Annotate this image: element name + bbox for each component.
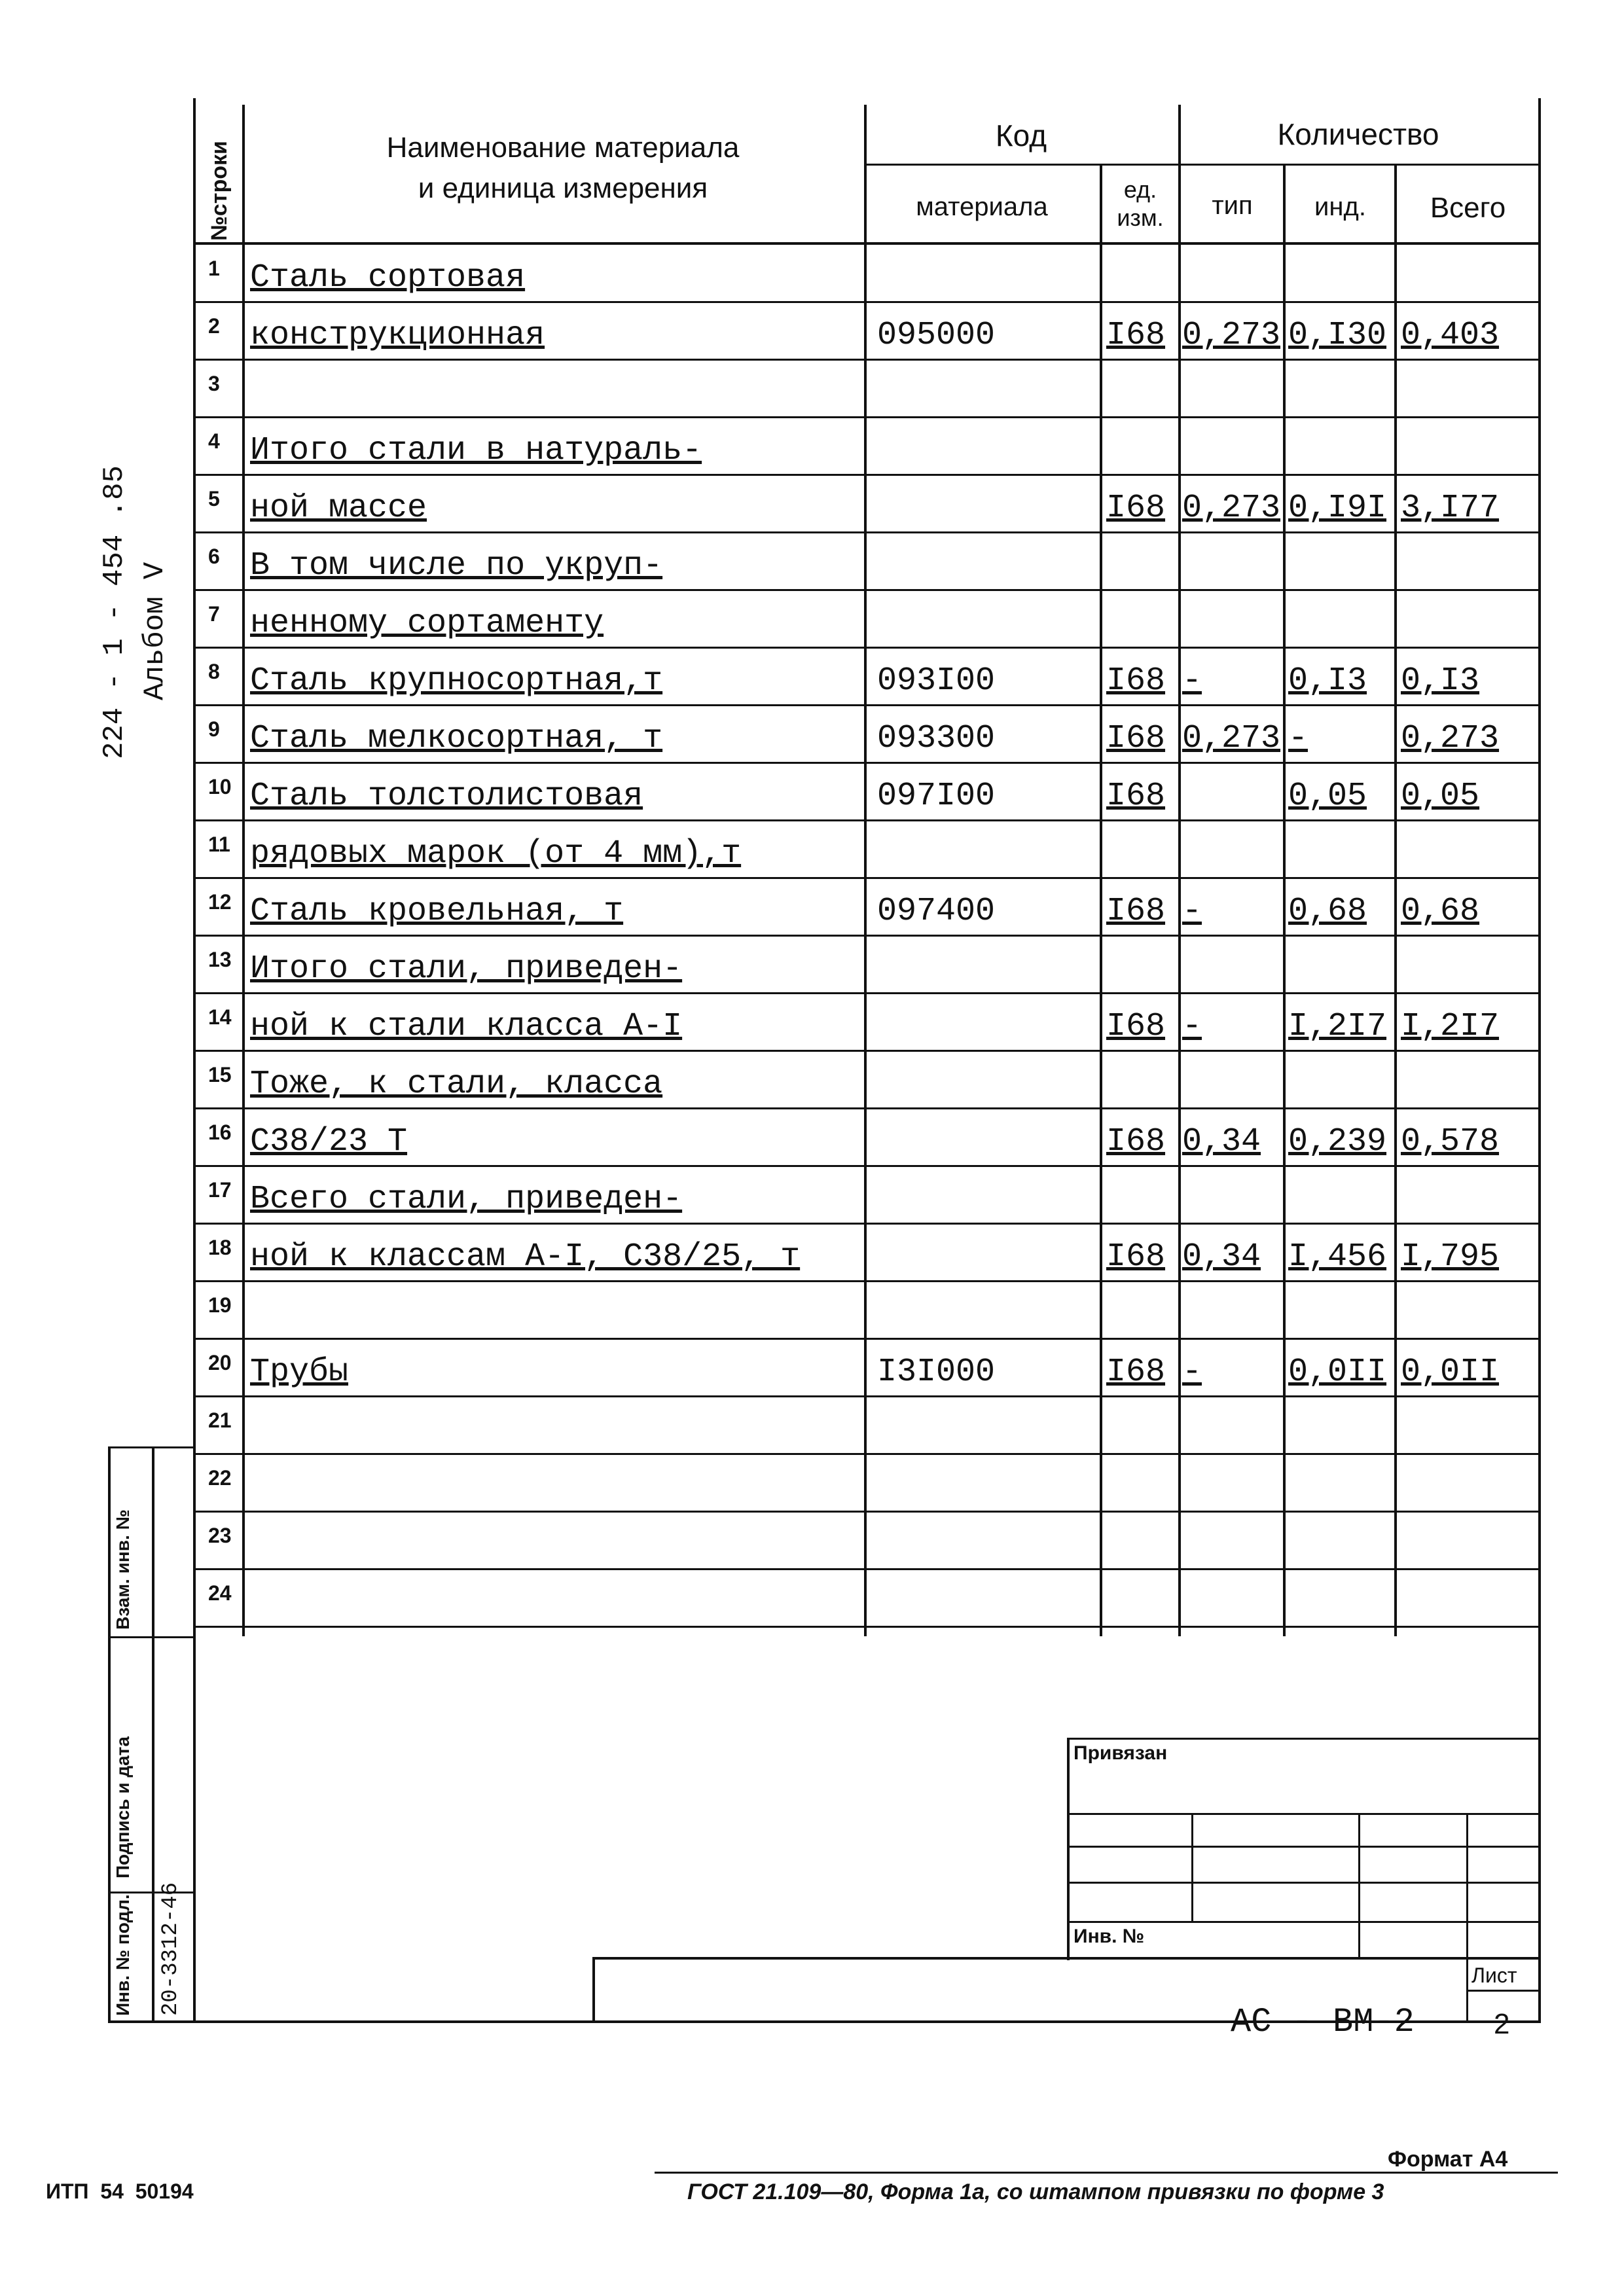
table-row xyxy=(0,1397,1624,1454)
table-row xyxy=(0,1512,1624,1570)
stamp-vzam: Взам. инв. № xyxy=(113,1509,133,1630)
stamp-doc-code: АС - ВМ-2 xyxy=(1231,2003,1415,2041)
cell-type: 0,273 xyxy=(1182,723,1281,755)
row-number: 11 xyxy=(208,833,230,856)
cell-ind: 0,I9I xyxy=(1288,492,1387,525)
cell-name: В том числе по укруп- xyxy=(250,550,663,583)
table-row xyxy=(0,936,1624,994)
cell-unit: I68 xyxy=(1106,665,1166,698)
table-row xyxy=(0,360,1624,418)
header-row-number: №строки xyxy=(207,141,232,241)
row-number: 2 xyxy=(208,314,220,338)
table-row xyxy=(0,302,1624,360)
side-code: 224 - 1 - 454 .85 xyxy=(98,465,131,759)
footer-left: ИТП 54 50194 xyxy=(46,2179,194,2203)
cell-name: конструкционная xyxy=(250,319,545,352)
cell-unit: I68 xyxy=(1106,895,1166,928)
cell-name: рядовых марок (от 4 мм),т xyxy=(250,838,742,870)
cell-name: Всего стали, приведен- xyxy=(250,1183,683,1216)
stamp-privyazan: Привязан xyxy=(1074,1742,1168,1764)
header-qty-ind: инд. xyxy=(1314,192,1366,221)
cell-total: I,795 xyxy=(1401,1241,1500,1274)
row-number: 15 xyxy=(208,1063,232,1086)
row-number: 22 xyxy=(208,1466,232,1490)
side-album: Альбом V xyxy=(139,562,171,700)
cell-unit: I68 xyxy=(1106,1241,1166,1274)
cell-total: 0,273 xyxy=(1401,723,1500,755)
cell-ind: 0,239 xyxy=(1288,1126,1387,1158)
cell-ind: 0,68 xyxy=(1288,895,1367,928)
cell-ind: 0,05 xyxy=(1288,780,1367,813)
row-number: 7 xyxy=(208,602,220,626)
row-number: 1 xyxy=(208,257,220,280)
table-row xyxy=(0,1570,1624,1627)
cell-total: 0,68 xyxy=(1401,895,1480,928)
table-row xyxy=(0,1339,1624,1397)
footer-format: Формат А4 xyxy=(1388,2147,1508,2172)
cell-name: Итого стали в натураль- xyxy=(250,435,702,467)
header-quantity: Количество xyxy=(1277,117,1439,151)
header-code: Код xyxy=(995,118,1047,152)
stamp-inv-podl: Инв. № подл. xyxy=(113,1894,133,2016)
cell-name: Сталь толстолистовая xyxy=(250,780,643,813)
row-number: 4 xyxy=(208,429,220,453)
cell-code: 097I00 xyxy=(877,780,996,813)
row-number: 19 xyxy=(208,1293,232,1317)
cell-code: 093300 xyxy=(877,723,996,755)
cell-name: ненному сортаменту xyxy=(250,607,604,640)
row-number: 24 xyxy=(208,1581,232,1605)
cell-type: 0,34 xyxy=(1182,1241,1261,1274)
table-row xyxy=(0,763,1624,821)
cell-name: Итого стали, приведен- xyxy=(250,953,683,986)
cell-type: - xyxy=(1182,1011,1202,1043)
table-row xyxy=(0,590,1624,648)
cell-unit: I68 xyxy=(1106,780,1166,813)
cell-unit: I68 xyxy=(1106,492,1166,525)
row-number: 13 xyxy=(208,948,232,971)
header-code-unit: ед. изм. xyxy=(1117,176,1164,232)
cell-total: 0,0II xyxy=(1401,1356,1500,1389)
stamp-inv-value: 20-3312-46 xyxy=(158,1882,183,2016)
cell-type: 0,273 xyxy=(1182,492,1281,525)
cell-ind: 0,0II xyxy=(1288,1356,1387,1389)
cell-name: Сталь крупносортная,т xyxy=(250,665,663,698)
row-number: 9 xyxy=(208,717,220,741)
footer-center: ГОСТ 21.109—80, Форма 1а, со штампом привязки по форме 3 xyxy=(687,2179,1384,2204)
cell-type: 0,34 xyxy=(1182,1126,1261,1158)
table-row xyxy=(0,533,1624,590)
row-number: 12 xyxy=(208,890,232,914)
row-number: 10 xyxy=(208,775,232,798)
row-number: 14 xyxy=(208,1005,232,1029)
cell-total: 3,I77 xyxy=(1401,492,1500,525)
table-row xyxy=(0,1454,1624,1512)
cell-name: Тоже, к стали, класса xyxy=(250,1068,663,1101)
header-name: Наименование материала xyxy=(386,132,740,164)
row-number: 21 xyxy=(208,1408,232,1432)
cell-total: 0,403 xyxy=(1401,319,1500,352)
table-row xyxy=(0,418,1624,475)
row-number: 23 xyxy=(208,1524,232,1547)
cell-name: Трубы xyxy=(250,1356,349,1389)
table-row xyxy=(0,878,1624,936)
cell-unit: I68 xyxy=(1106,723,1166,755)
table-row xyxy=(0,245,1624,302)
cell-total: 0,05 xyxy=(1401,780,1480,813)
cell-ind: 0,I30 xyxy=(1288,319,1387,352)
cell-name: С38/23 Т xyxy=(250,1126,408,1158)
cell-type: 0,273 xyxy=(1182,319,1281,352)
table-row xyxy=(0,475,1624,533)
header-qty-type: тип xyxy=(1212,191,1253,220)
cell-ind: I,456 xyxy=(1288,1241,1387,1274)
row-number: 16 xyxy=(208,1121,232,1144)
cell-total: 0,I3 xyxy=(1401,665,1480,698)
row-number: 18 xyxy=(208,1236,232,1259)
row-number: 20 xyxy=(208,1351,232,1374)
cell-name: ной к классам А-I, С38/25, т xyxy=(250,1241,801,1274)
table-row xyxy=(0,1109,1624,1166)
cell-name: Сталь мелкосортная, т xyxy=(250,723,663,755)
table-row xyxy=(0,1051,1624,1109)
header-name-sub: и единица измерения xyxy=(418,172,708,204)
cell-code: 093I00 xyxy=(877,665,996,698)
table-row xyxy=(0,994,1624,1051)
row-number: 17 xyxy=(208,1178,232,1202)
table-row xyxy=(0,648,1624,706)
cell-name: Сталь кровельная, т xyxy=(250,895,624,928)
cell-name: ной массе xyxy=(250,492,427,525)
cell-ind: 0,I3 xyxy=(1288,665,1367,698)
cell-type: - xyxy=(1182,665,1202,698)
cell-total: 0,578 xyxy=(1401,1126,1500,1158)
cell-total: I,2I7 xyxy=(1401,1011,1500,1043)
header-code-material: материала xyxy=(916,192,1048,221)
stamp-podpis: Подпись и дата xyxy=(113,1736,133,1878)
cell-ind: - xyxy=(1288,723,1308,755)
row-number: 3 xyxy=(208,372,220,395)
header-qty-total: Всего xyxy=(1430,192,1506,224)
stamp-inv-no: Инв. № xyxy=(1074,1926,1145,1947)
cell-code: 095000 xyxy=(877,319,996,352)
cell-code: I3I000 xyxy=(877,1356,996,1389)
cell-unit: I68 xyxy=(1106,319,1166,352)
cell-code: 097400 xyxy=(877,895,996,928)
stamp-sheet-label: Лист xyxy=(1471,1964,1517,1987)
table-row xyxy=(0,821,1624,878)
cell-type: - xyxy=(1182,1356,1202,1389)
row-number: 8 xyxy=(208,660,220,683)
cell-unit: I68 xyxy=(1106,1126,1166,1158)
cell-type: - xyxy=(1182,895,1202,928)
cell-unit: I68 xyxy=(1106,1011,1166,1043)
cell-name: ной к стали класса А-I xyxy=(250,1011,683,1043)
table-row xyxy=(0,1166,1624,1224)
cell-name: Сталь сортовая xyxy=(250,262,526,295)
table-row xyxy=(0,706,1624,763)
cell-ind: I,2I7 xyxy=(1288,1011,1387,1043)
cell-unit: I68 xyxy=(1106,1356,1166,1389)
row-number: 6 xyxy=(208,545,220,568)
stamp-sheet-number: 2 xyxy=(1494,2008,1510,2040)
row-number: 5 xyxy=(208,487,220,511)
table-row xyxy=(0,1224,1624,1282)
table-row xyxy=(0,1282,1624,1339)
